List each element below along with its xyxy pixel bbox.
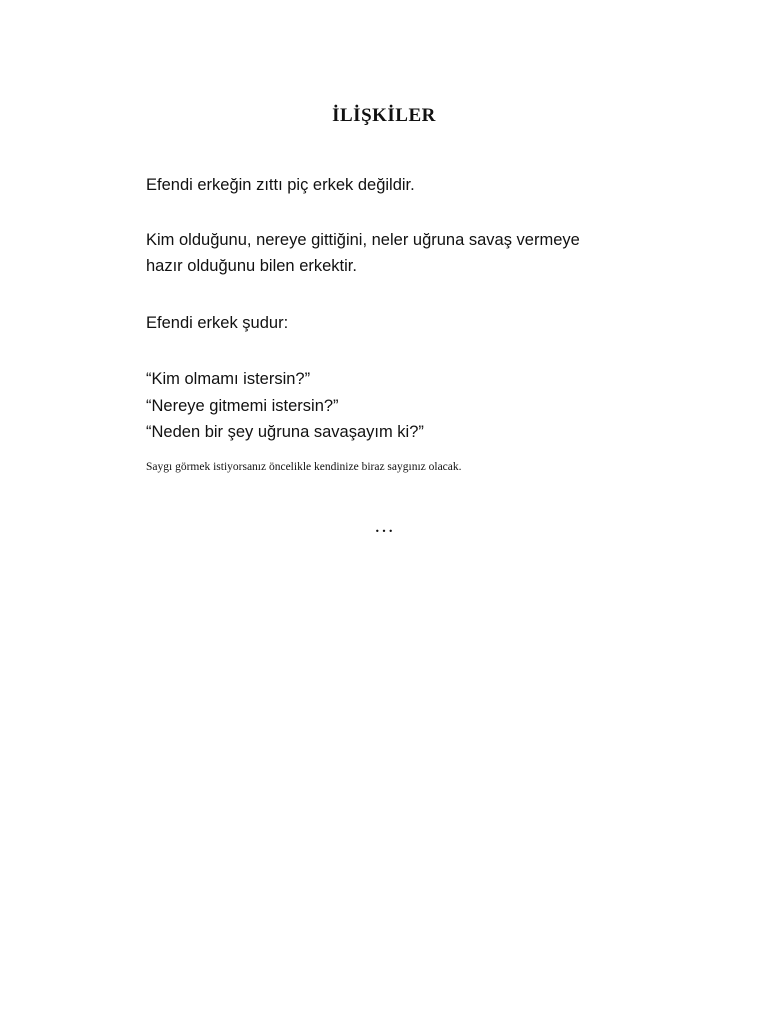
ellipsis-separator: … xyxy=(374,515,394,537)
paragraph-intro: Efendi erkek şudur: xyxy=(146,314,289,332)
closing-note: Saygı görmek istiyorsanız öncelikle kendinize biraz saygınız olacak. xyxy=(146,461,462,473)
question-list xyxy=(146,366,666,446)
paragraph-definition-line-2: hazır olduğunu bilen erkektir. xyxy=(146,257,357,275)
question-item: “Nereye gitmemi istersin?” xyxy=(146,396,339,415)
question-item: “Neden bir şey uğruna savaşayım ki?” xyxy=(146,423,424,441)
page-title: İLİŞKİLER xyxy=(332,105,436,126)
paragraph-definition-line-1: Kim olduğunu, nereye gittiğini, neler uğruna savaş vermeye xyxy=(146,231,580,249)
paragraph-opening: Efendi erkeğin zıttı piç erkek değildir. xyxy=(146,176,415,194)
question-item: “Kim olmamı istersin?” xyxy=(146,370,311,388)
paragraph-definition xyxy=(146,227,666,279)
